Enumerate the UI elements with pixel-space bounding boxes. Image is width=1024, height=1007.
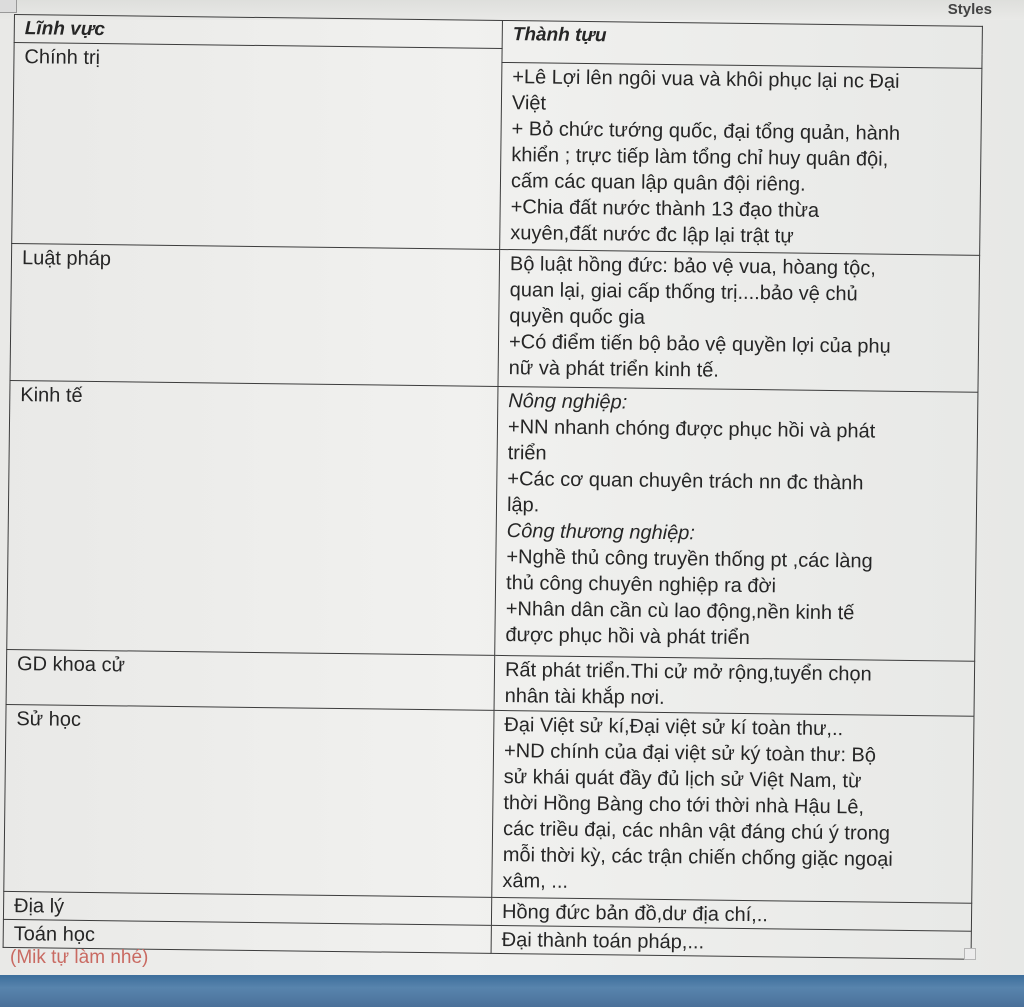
cell-line: quan lại, giai cấp thống trị....bảo vệ chủ	[509, 279, 858, 306]
cell-line: +Các cơ quan chuyên trách nn đc thành	[507, 467, 864, 495]
cell-line: +ND chính của đại việt sử ký toàn thư: Bộ	[503, 739, 877, 767]
achievement-cell-education[interactable]	[494, 656, 975, 716]
cell-line: +Lê Lợi lên ngôi vua và khôi phục lại nc Đại	[512, 66, 900, 94]
header-achievement[interactable]: Thành tựu	[502, 20, 982, 68]
cell-line: Hồng đức bản đồ,dư địa chí,..	[501, 900, 769, 926]
achievement-cell-law[interactable]	[498, 250, 980, 393]
cell-line: sử khái quát đầy đủ lịch sử Việt Nam, từ	[503, 765, 862, 793]
cell-line: +Có điểm tiến bộ bảo vệ quyền lợi của phụ	[508, 331, 891, 358]
cell-line: lập.	[506, 493, 540, 517]
cell-line: Công thương nghiệp:	[506, 519, 696, 545]
cell-line: +Chia đất nước thành 13 đạo thừa	[510, 196, 820, 223]
field-cell-history[interactable]: Sử học	[4, 704, 494, 897]
cell-line: xuyên,đất nước đc lập lại trật tự	[510, 222, 794, 248]
achievements-table	[3, 14, 983, 960]
table-row	[4, 704, 974, 903]
cell-line: Rất phát triển.Thi cử mở rộng,tuyển chọn	[504, 659, 872, 686]
header-field[interactable]: Lĩnh vực	[14, 15, 502, 49]
taskbar	[0, 975, 1024, 1007]
field-cell-economy[interactable]: Kinh tế	[7, 380, 498, 655]
cell-line: quyền quốc gia	[509, 305, 646, 329]
field-cell-geography[interactable]: Địa lý	[3, 891, 491, 925]
cell-line: cấm các quan lập quân đội riêng.	[510, 170, 806, 196]
cell-line: mỗi thời kỳ, các trận chiến chống giặc ngoại	[502, 843, 893, 871]
table-resize-handle[interactable]	[964, 948, 976, 960]
table-row	[10, 244, 980, 393]
cell-line: Đại Việt sử kí,Đại việt sử kí toàn thư,..	[504, 713, 844, 740]
achievement-cell-politics[interactable]	[500, 63, 982, 256]
cell-line: thời Hồng Bàng cho tới thời nhà Hậu Lê,	[503, 791, 865, 819]
cell-line: triển	[507, 441, 547, 465]
cell-line: + Bỏ chức tướng quốc, đại tổng quản, hành	[511, 118, 901, 146]
field-cell-math[interactable]: Toán học	[3, 919, 491, 953]
cell-line: khiển ; trực tiếp làm tổng chỉ huy quân đội,	[511, 144, 889, 171]
cell-line: Đại thành toán pháp,...	[501, 928, 705, 954]
field-cell-politics[interactable]: Chính trị	[12, 43, 502, 250]
cell-line: Nông nghiệp:	[508, 389, 628, 414]
cell-line: thủ công chuyên nghiệp ra đời	[505, 571, 777, 598]
cell-line: nữ và phát triển kinh tế.	[508, 357, 720, 382]
cell-line: +Nhân dân cần cù lao động,nền kinh tế	[505, 597, 855, 625]
cell-line: Việt	[511, 92, 547, 115]
table-row	[7, 380, 978, 661]
cell-line: xâm, ...	[502, 869, 569, 893]
cell-line: được phục hồi và phát triển	[505, 623, 751, 649]
ruler-corner-icon[interactable]	[0, 0, 17, 13]
cell-line: +Nghề thủ công truyền thống pt ,các làng	[506, 545, 873, 573]
cell-line: các triều đại, các nhân vật đáng chú ý trong	[502, 817, 891, 845]
achievement-cell-history[interactable]	[492, 710, 974, 903]
styles-group-label[interactable]: Styles	[947, 1, 992, 18]
achievement-cell-economy[interactable]	[495, 386, 978, 661]
field-cell-education[interactable]: GD khoa cử	[6, 650, 495, 710]
cell-line: nhân tài khắp nơi.	[504, 685, 665, 710]
cell-line: +NN nhanh chóng được phục hồi và phát	[507, 415, 876, 443]
achievement-cell-math[interactable]	[491, 925, 971, 959]
field-cell-law[interactable]: Luật pháp	[10, 244, 500, 387]
cell-line: Bộ luật hồng đức: bảo vệ vua, hòang tộc,	[509, 253, 876, 280]
footer-note: (Mik tự làm nhé)	[10, 947, 149, 968]
